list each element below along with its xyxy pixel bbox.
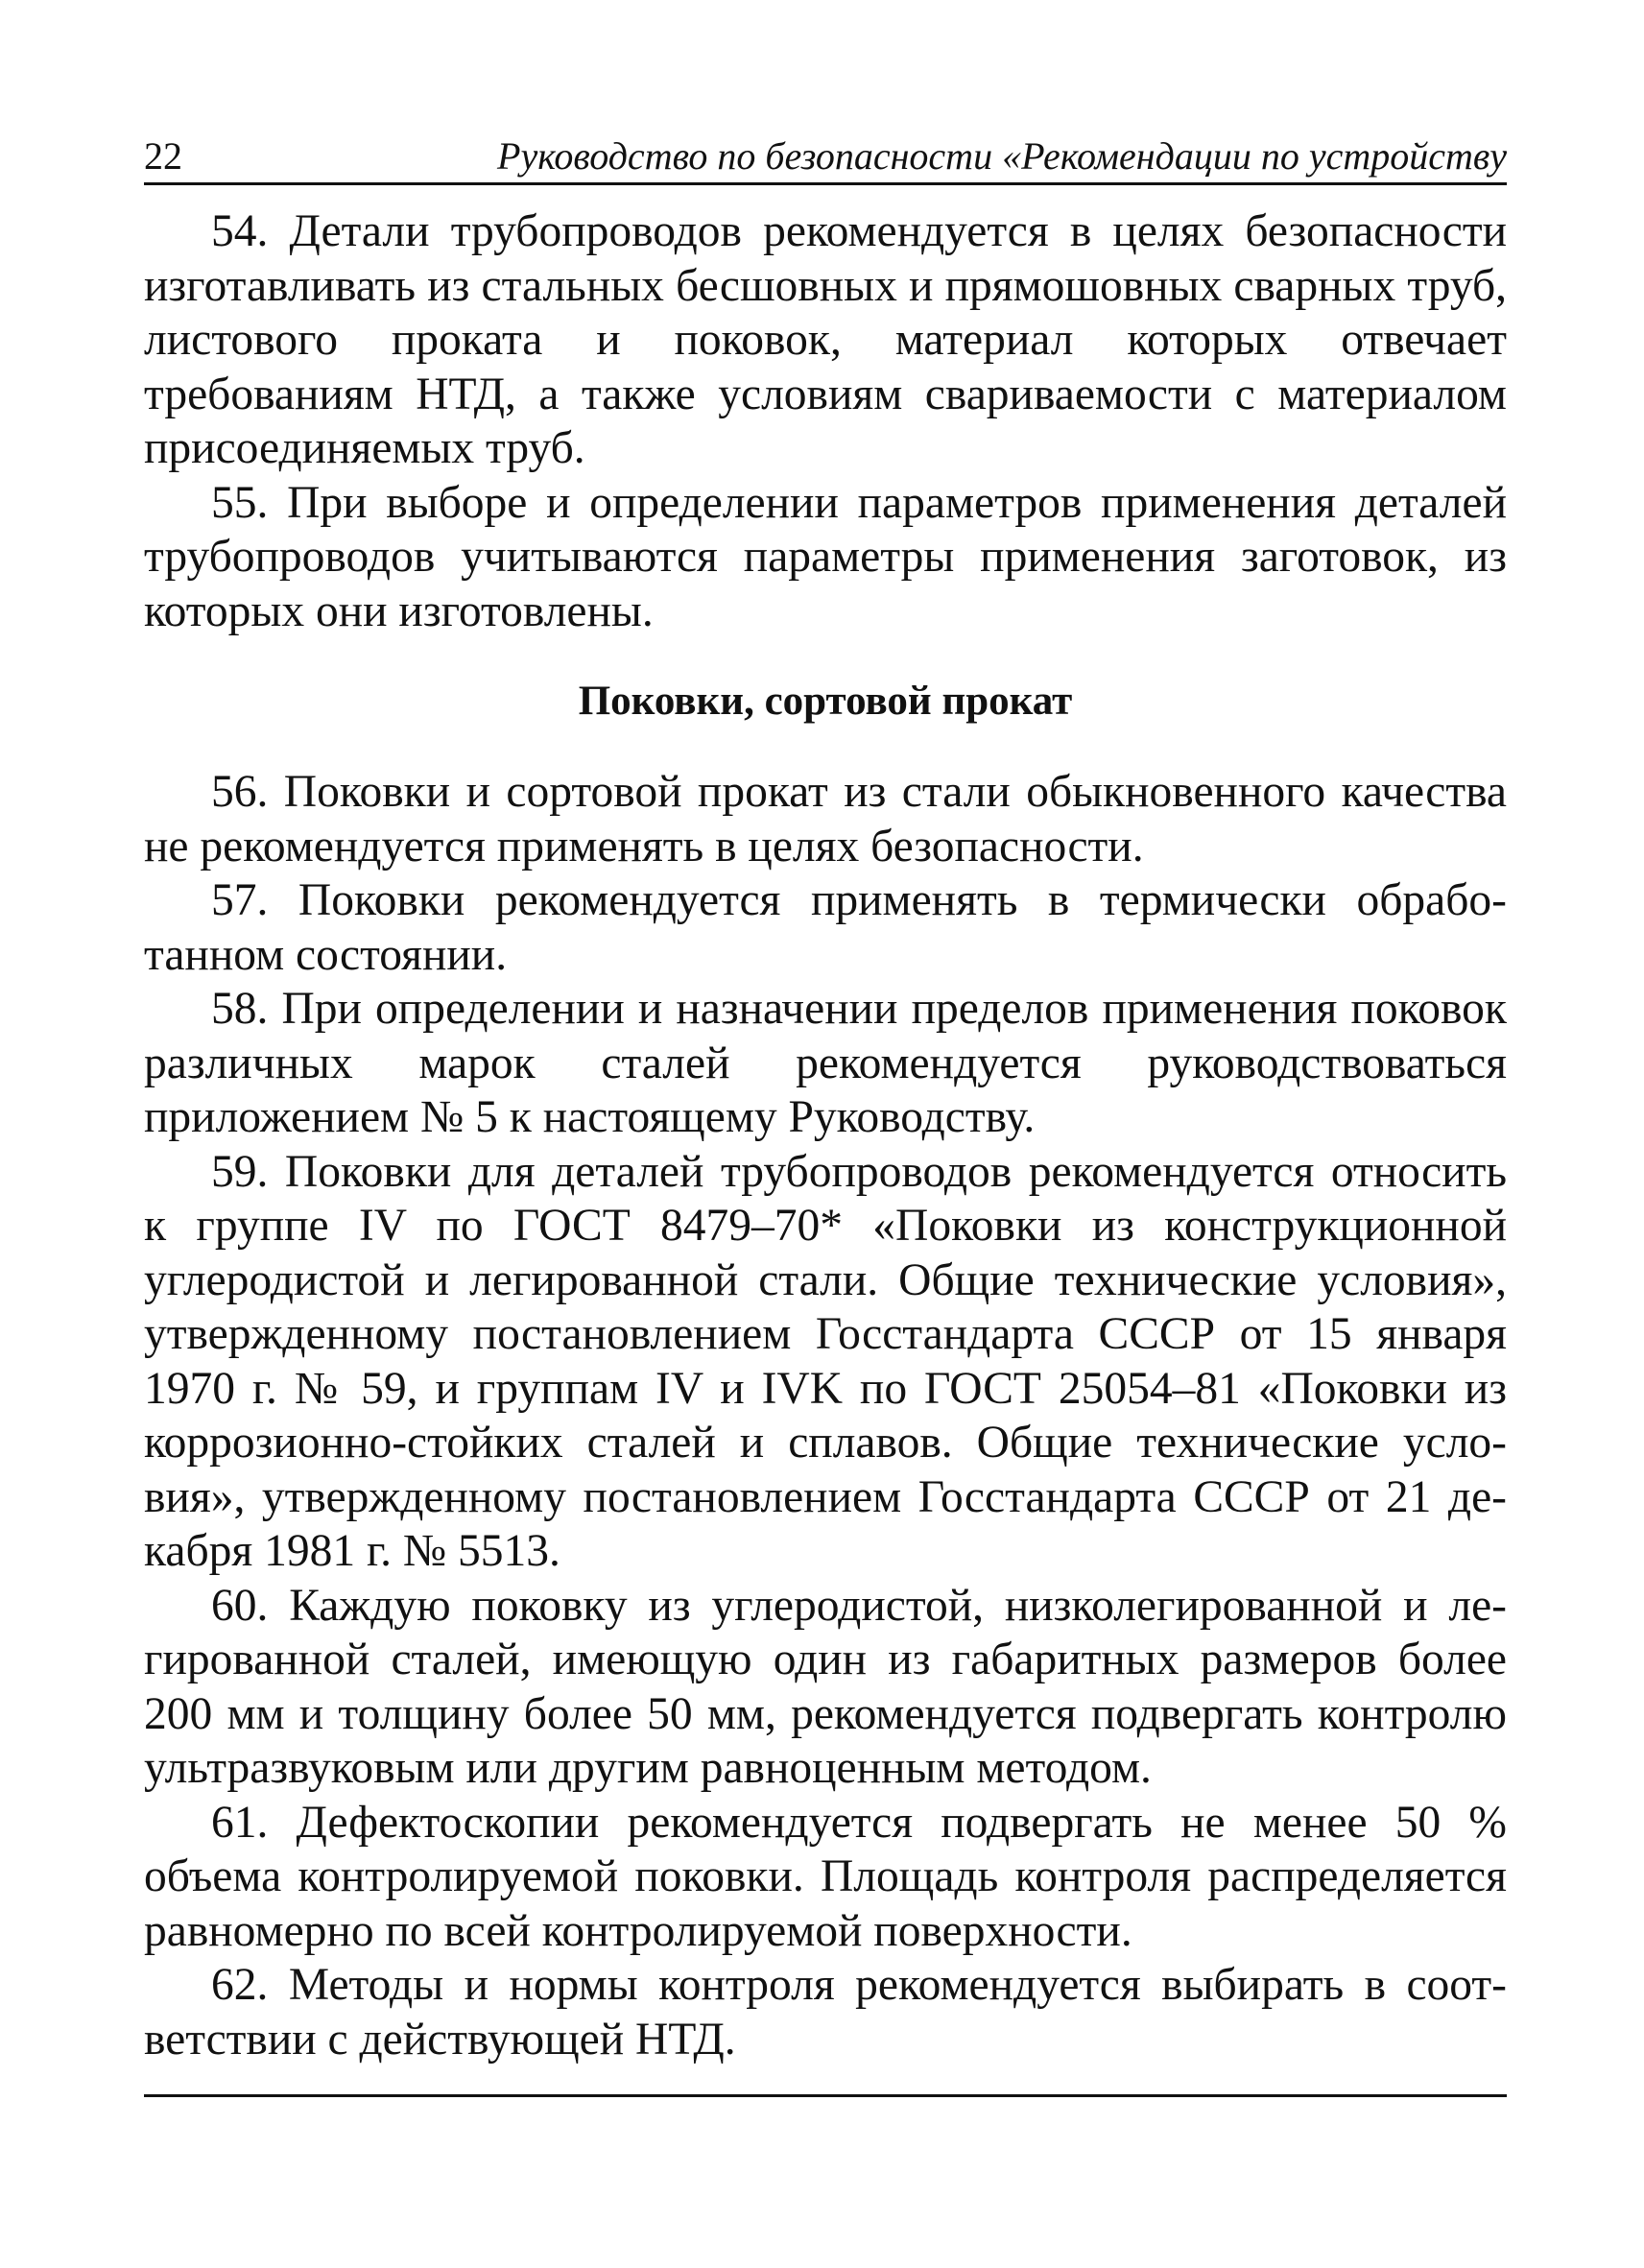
page-content [144, 204, 1507, 2066]
footer-rule [144, 2094, 1507, 2097]
paragraph-55: 55. При выборе и определении параметров применения деталей трубопроводов учитываются параметры применения заготовок, из которых они изготовлены. [144, 477, 1507, 636]
page-number: 22 [144, 134, 182, 178]
paragraph-57: 57. Поковки рекомендуется применять в термически обработанном состоянии. [144, 875, 1507, 980]
running-header [144, 134, 1507, 185]
paragraph-62: 62. Методы и нормы контроля рекомендуется выбирать в соответствии с действующей НТД. [144, 1960, 1507, 2065]
paragraph-61: 61. Дефектоскопии рекомендуется подвергать не менее 50 % объема контролируемой поковки. Площадь контроля распределяется равномерно по всей контролируемой поверхности. [144, 1797, 1507, 1956]
paragraph-54: 54. Детали трубопроводов рекомендуется в целях безопасности изготавливать из стальных бесшовных и прямошовных сварных труб, листового проката и поковок, материал которых отвечает требованиям НТД, а также условиям свариваемости с материалом присоединяемых труб. [144, 206, 1507, 473]
document-page [144, 134, 1507, 2150]
paragraph-58: 58. При определении и назначении пределов применения поковок различных марок сталей рекомендуется руководствоваться приложением № 5 к настоящему Руководству. [144, 984, 1507, 1142]
paragraph-59: 59. Поковки для деталей трубопроводов рекомендуется относить к группе IV по ГОСТ 8479–70* «Поковки из конструкционной углеродистой и легированной стали. Общие технические условия», утвержденному постановлением Госстандарта СССР от 15 января 1970 г. № 59, и группам IV и IVK по ГОСТ 25054–81 «Поковки из коррозионно-стойких сталей и сплавов. Общие технические условия», утвержденному постановлением Госстандарта СССР от 21 декабря 1981 г. № 5513. [144, 1146, 1507, 1576]
section-heading: Поковки, сортовой прокат [578, 679, 1073, 724]
paragraph-60: 60. Каждую поковку из углеродистой, низколегированной и легированной сталей, имеющую один из габаритных размеров более 200 мм и толщину более 50 мм, рекомендуется подвергать контролю ультразвуковым или другим равноценным методом. [144, 1580, 1507, 1793]
running-title: Руководство по безопасности «Рекомендации по устройству [497, 134, 1507, 178]
paragraph-56: 56. Поковки и сортовой прокат из стали обыкновенного качества не рекомендуется применять в целях безопасности. [144, 767, 1507, 871]
